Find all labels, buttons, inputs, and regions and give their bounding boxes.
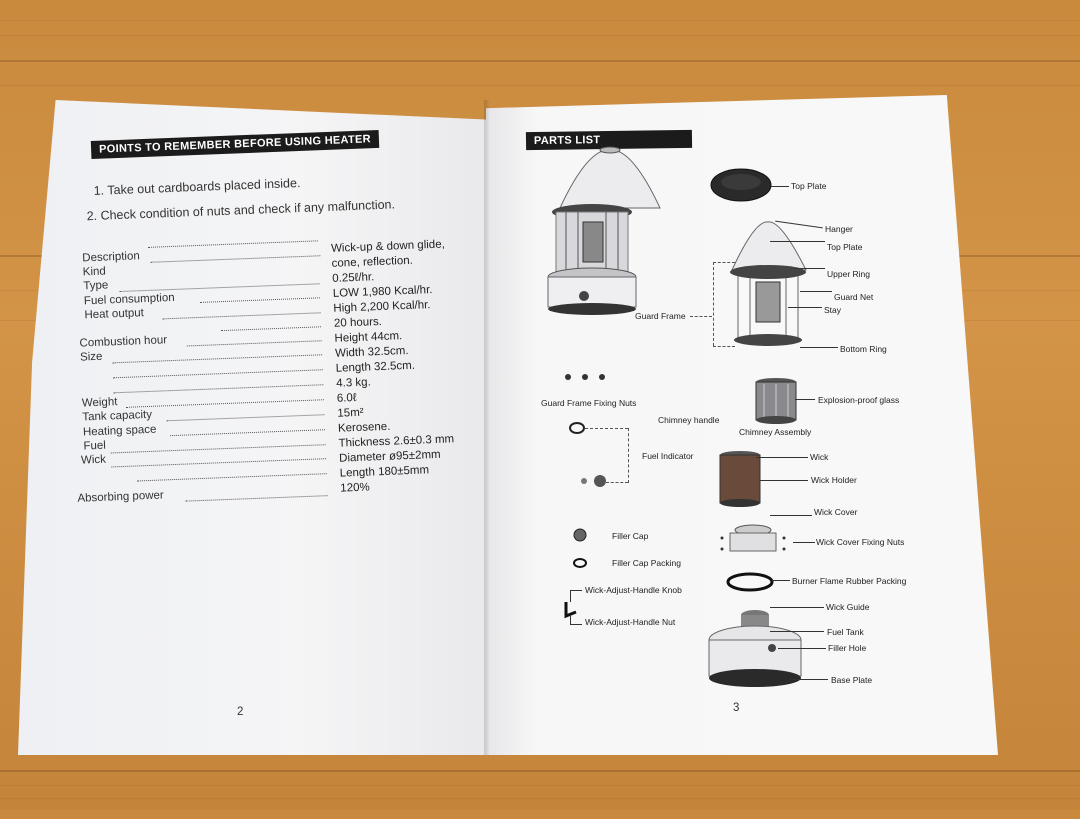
label-wick: Wick [810, 452, 829, 462]
right-page-number: 3 [733, 702, 740, 714]
spec-value: 15m² [337, 406, 364, 420]
spec-value: LOW 1,980 Kcal/hr. [332, 283, 433, 300]
filler-cap-packing-part [574, 559, 586, 567]
spec-label: Wick [80, 453, 107, 467]
spec-label: Heat output [84, 307, 145, 322]
spec-value: 20 hours. [333, 315, 383, 330]
label-fuel-indicator: Fuel Indicator [642, 451, 694, 461]
label-bottom-ring: Bottom Ring [840, 344, 887, 354]
spec-value: Height 44cm. [334, 330, 403, 345]
spec-label: Tank capacity [82, 408, 153, 424]
label-wick-cover: Wick Cover [814, 507, 858, 517]
spec-label: Description [82, 250, 140, 265]
label-guard-frame-fixing-nuts: Guard Frame Fixing Nuts [541, 398, 637, 408]
label-fuel-tank: Fuel Tank [827, 627, 864, 637]
label-chimney-assembly: Chimney Assembly [739, 427, 812, 437]
spec-label: Size [79, 350, 103, 364]
wick-cover-illustration [721, 525, 786, 551]
step-1: 1. Take out cardboards placed inside. [93, 175, 301, 198]
label-filler-cap-packing: Filler Cap Packing [612, 558, 681, 568]
step-2: 2. Check condition of nuts and check if any malfunction. [86, 197, 396, 224]
label-wick-adjust-handle-knob: Wick-Adjust-Handle Knob [585, 585, 682, 595]
rubber-packing-part [728, 574, 772, 590]
label-stay: Stay [824, 305, 842, 315]
chimney-assembly-illustration [756, 378, 796, 424]
fuel-indicator-ring [570, 423, 584, 433]
label-burner-flame-rubber-packing: Burner Flame Rubber Packing [792, 576, 907, 586]
label-filler-cap: Filler Cap [612, 531, 649, 541]
spec-value: Width 32.5cm. [334, 344, 409, 360]
label-chimney-handle: Chimney handle [658, 415, 720, 425]
wick-adjust-handle [566, 602, 576, 616]
spec-value: Length 32.5cm. [335, 359, 416, 375]
heater-assembled-illustration [548, 147, 660, 315]
spec-label: Heating space [82, 423, 157, 439]
label-filler-hole: Filler Hole [828, 643, 867, 653]
spec-value: Kerosene. [337, 420, 391, 435]
filler-cap-part [574, 529, 586, 541]
spec-value: Wick-up & down glide, [330, 238, 446, 255]
spec-label: Combustion hour [79, 334, 168, 350]
spec-value: cone, reflection. [331, 254, 414, 270]
label-wick-guide: Wick Guide [826, 602, 870, 612]
parts-list-heading: PARTS LIST [526, 130, 692, 150]
label-wick-adjust-handle-nut: Wick-Adjust-Handle Nut [585, 617, 676, 627]
label-explosion-proof-glass: Explosion-proof glass [818, 395, 900, 405]
spec-value: 4.3 kg. [336, 376, 372, 390]
spec-label: Kind [82, 265, 107, 279]
spec-value: Diameter ø95±2mm [338, 448, 441, 465]
label-wick-cover-fixing-nuts: Wick Cover Fixing Nuts [816, 537, 905, 547]
spec-label: Fuel [83, 439, 107, 453]
spec-label: Absorbing power [77, 489, 164, 505]
spec-value: 6.0ℓ [336, 391, 357, 405]
label-guard-frame: Guard Frame [635, 311, 686, 321]
spec-value: Length 180±5mm [339, 464, 430, 480]
fixing-nuts-illustration [565, 374, 605, 380]
left-page-number: 2 [237, 706, 244, 718]
points-heading: POINTS TO REMEMBER BEFORE USING HEATER [91, 130, 379, 159]
spec-value: 120% [340, 481, 370, 495]
label-top-plate-2: Top Plate [827, 242, 863, 252]
spec-label: Fuel consumption [83, 291, 175, 308]
label-upper-ring: Upper Ring [827, 269, 870, 279]
label-top-plate: Top Plate [791, 181, 827, 191]
spec-label: Type [83, 279, 109, 293]
label-base-plate: Base Plate [831, 675, 873, 685]
spec-value: Thickness 2.6±0.3 mm [338, 433, 455, 450]
wick-illustration [720, 451, 760, 507]
spec-value: High 2,200 Kcal/hr. [333, 299, 431, 315]
label-guard-net: Guard Net [834, 292, 874, 302]
label-wick-holder: Wick Holder [811, 475, 857, 485]
label-hanger: Hanger [825, 224, 853, 234]
spec-value: 0.25ℓ/hr. [332, 271, 375, 285]
fuel-indicator-ball [594, 475, 606, 487]
spec-label: Weight [81, 396, 118, 410]
